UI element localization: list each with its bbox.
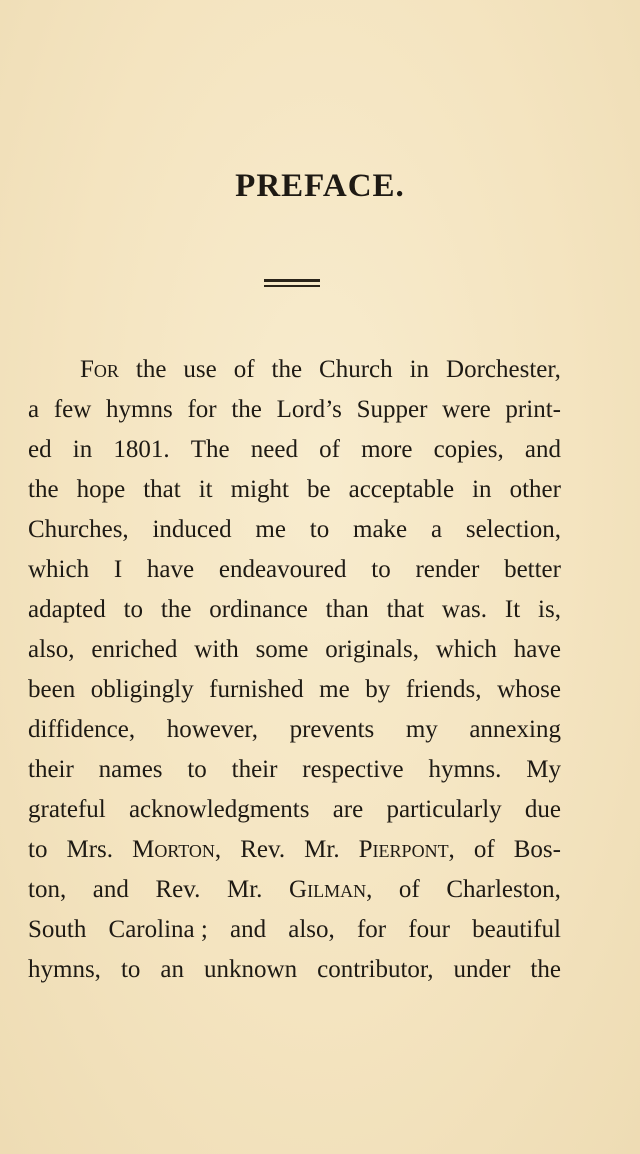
text-line [28,710,561,750]
word: the [160,596,192,623]
word: hope [76,476,126,503]
word: a [430,516,443,543]
word: adapted [28,596,106,623]
word: names [98,756,163,783]
word: Morton, [132,836,222,863]
word: might [230,476,289,503]
word: Charleston, [446,876,561,903]
word: by [365,676,391,703]
word: render [415,556,480,583]
word: South [28,916,87,943]
word: due [524,796,561,823]
word: Mr. [304,836,340,863]
word: Supper [356,396,428,423]
word: that [143,476,181,503]
word: that [386,596,425,623]
text-line [28,510,561,550]
word: It [504,596,521,623]
word: have [146,556,195,583]
word: Carolina ; [108,916,208,943]
word: to [309,516,330,543]
word: which [28,556,90,583]
word: me [319,676,350,703]
word: me [255,516,286,543]
word: also, [288,916,335,943]
word: be [306,476,331,503]
word: for [356,916,387,943]
word: the [231,396,262,423]
word: hymns [106,396,173,423]
word: enriched [91,636,178,663]
text-line [28,870,561,910]
word: in [72,436,93,463]
word: whose [497,676,561,703]
word: in [472,476,492,503]
word: Lord’s [276,396,342,423]
word: obligingly [90,676,194,703]
word: copies, [433,436,504,463]
word: For [80,356,119,383]
text-line [28,830,561,870]
text-line [28,750,561,790]
text-line [28,390,561,430]
word: Pierpont, [358,836,455,863]
word: for [187,396,217,423]
word: annexing [469,716,561,743]
word: beautiful [472,916,561,943]
word: unknown [204,956,298,983]
word: with [194,636,239,663]
text-line [28,950,561,990]
word: ed [28,436,52,463]
word: to [28,836,48,863]
word: print- [505,396,561,423]
word: and [524,436,561,463]
word: better [504,556,561,583]
word: more [361,436,413,463]
page-title: PREFACE. [235,168,405,204]
word: Rev. [155,876,201,903]
rule-thick-line [264,279,320,282]
rule-thin-line [264,285,320,287]
double-rule-divider [264,279,320,289]
word: particularly [386,796,502,823]
word: been [28,676,76,703]
word: however, [166,716,259,743]
word: Mr. [227,876,263,903]
word: of [233,356,255,383]
word: the [271,356,303,383]
text-line [28,590,561,630]
word: which [435,636,497,663]
word: induced [152,516,232,543]
word: originals, [325,636,419,663]
word: of [398,876,420,903]
text-line [28,470,561,510]
word: to [120,956,141,983]
word: furnished [209,676,304,703]
word: respective [302,756,404,783]
word: are [332,796,364,823]
word: selection, [465,516,561,543]
word: of [319,436,340,463]
word: Rev. [240,836,286,863]
word: in [409,356,430,383]
word: some [255,636,309,663]
word: hymns, [28,956,101,983]
word: the [530,956,561,983]
word: 1801. [113,436,170,463]
word: The [190,436,230,463]
word: Bos- [513,836,561,863]
word: Churches, [28,516,129,543]
word: the [28,476,59,503]
text-line [28,630,561,670]
word: few [53,396,92,423]
word: make [353,516,408,543]
word: to [187,756,207,783]
word: need [250,436,298,463]
word: other [509,476,561,503]
word: were [442,396,491,423]
word: prevents [289,716,375,743]
text-line [28,670,561,710]
word: grateful [28,796,106,823]
word: diffidence, [28,716,136,743]
text-line [28,430,561,470]
text-line [28,790,561,830]
word: their [28,756,74,783]
word: under [453,956,511,983]
word: was. [441,596,488,623]
word: and [92,876,129,903]
word: the [135,356,167,383]
word: an [160,956,185,983]
word: than [325,596,369,623]
word: it [198,476,213,503]
word: their [231,756,278,783]
word: a [28,396,40,423]
text-line [28,350,561,390]
word: friends, [405,676,482,703]
word: acceptable [348,476,455,503]
word: I [113,556,123,583]
word: Church [319,356,393,383]
word: acknowledgments [128,796,310,823]
word: Mrs. [66,836,114,863]
word: four [408,916,450,943]
word: to [371,556,391,583]
text-line [28,910,561,950]
word: is, [538,596,561,623]
word: My [526,756,561,783]
word: ton, [28,876,67,903]
word: Gilman, [289,876,373,903]
word: contributor, [317,956,434,983]
word: and [229,916,267,943]
word: endeavoured [218,556,347,583]
word: my [405,716,438,743]
word: also, [28,636,75,663]
text-line [28,550,561,590]
word: hymns. [428,756,502,783]
word: use [183,356,217,383]
word: to [123,596,144,623]
word: Dorchester, [446,356,561,383]
word: ordinance [209,596,308,623]
preface-paragraph [28,350,561,990]
word: have [513,636,561,663]
word: of [473,836,495,863]
